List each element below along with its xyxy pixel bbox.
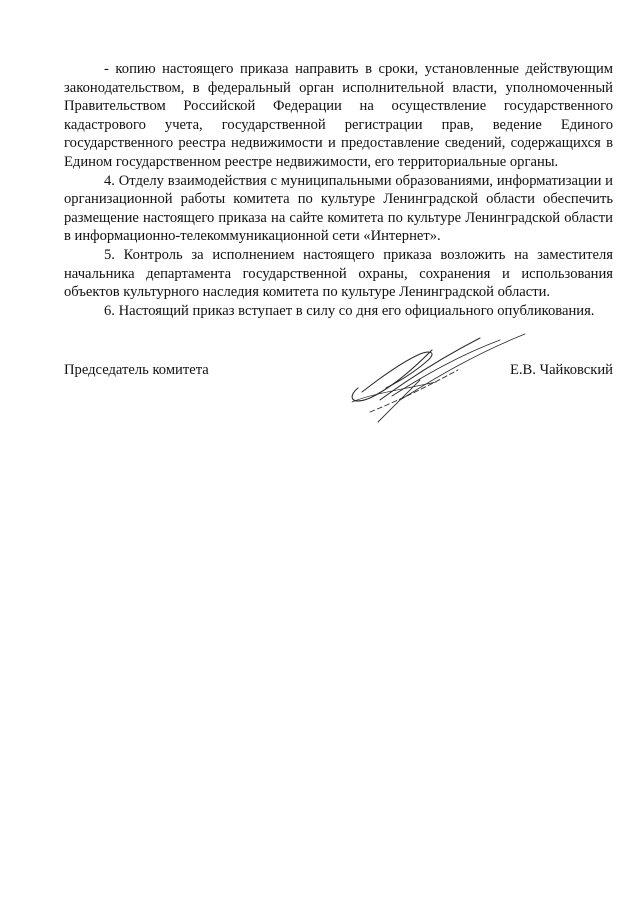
signer-position: Председатель комитета: [64, 362, 209, 378]
paragraph-item-5: 5. Контроль за исполнением настоящего приказа возложить на заместителя начальника департамента государственной охраны, сохранения и использования объектов культурного наследия комитета по культуре Ленинградской области.: [64, 246, 613, 301]
paragraph-copy-instruction: - копию настоящего приказа направить в сроки, установленные действующим законодательством, в федеральный орган исполнительной власти, уполномоченный Правительством Российской Федерации на осуществление государственного кадастрового учета, государственной регистрации прав, ведение Единого государственного реестра недвижимости и предоставление сведений, содержащихся в Едином государственном реестре недвижимости, его территориальные органы.: [64, 61, 613, 170]
document-body: [64, 60, 613, 320]
paragraph-item-6: 6. Настоящий приказ вступает в силу со дня его официального опубликования.: [104, 302, 595, 319]
signer-name: Е.В. Чайковский: [509, 362, 613, 378]
handwritten-signature: [340, 330, 550, 425]
paragraph-item-4: 4. Отделу взаимодействия с муниципальными образованиями, информатизации и организационной работы комитета по культуре Ленинградской области обеспечить размещение настоящего приказа на сайте комитета по культуре Ленинградской области в информационно-телекоммуникационной сети «Интернет».: [64, 172, 613, 245]
